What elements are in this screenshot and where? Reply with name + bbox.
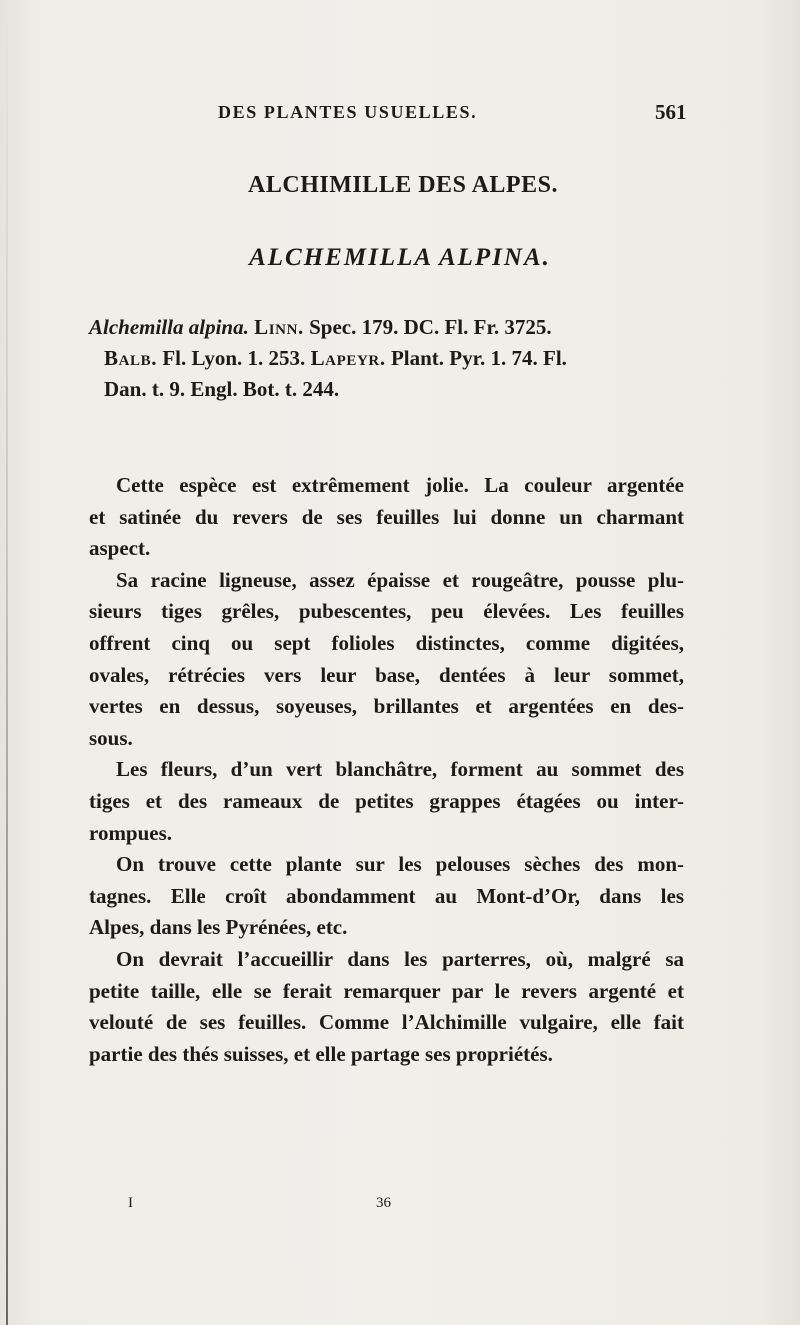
signature-number: 36 <box>376 1195 391 1211</box>
synonym-italic-name: Alchemilla alpina. <box>89 315 249 339</box>
text-line: Cette espèce est extrêmement jolie. La couleur argentée <box>116 473 684 497</box>
synonymy-line <box>89 343 684 374</box>
text-line: offrent cinq ou sept folioles distinctes, comme digitées, <box>89 630 684 655</box>
body-text <box>89 470 684 1070</box>
text-line: velouté de ses feuilles. Comme l’Alchimille vulgaire, elle fait <box>89 1010 684 1035</box>
text-line: tagnes. Elle croît abondamment au Mont-d’Or, dans les <box>89 883 684 908</box>
paragraph-3 <box>89 754 684 849</box>
paragraph-5 <box>89 944 684 1070</box>
latin-name: ALCHEMILLA ALPINA. <box>249 244 551 271</box>
signature-mark: I <box>128 1195 133 1211</box>
text-line: Les fleurs, d’un vert blanchâtre, forment au sommet des <box>116 757 684 782</box>
page-number: 561 <box>655 100 687 124</box>
article-title: ALCHIMILLE DES ALPES. <box>248 172 558 198</box>
text-line: sieurs tiges grêles, pubescentes, peu élevées. Les feuilles <box>89 599 684 624</box>
text-line: On devrait l’accueillir dans les parterres, où, malgré sa <box>116 946 684 971</box>
text-line: Sa racine ligneuse, assez épaisse et rougeâtre, pousse plu- <box>116 567 684 592</box>
text-line: ovales, rétrécies vers leur base, dentées à leur sommet, <box>89 662 684 687</box>
author-balb: Balb. <box>104 346 158 370</box>
synonymy-reference: Plant. Pyr. 1. 74. Fl. <box>390 346 567 370</box>
synonymy-line <box>89 312 684 343</box>
running-title: DES PLANTES USUELLES. <box>218 102 478 122</box>
page-footer <box>0 1195 800 1219</box>
text-line: Alpes, dans les Pyrénées, etc. <box>89 915 348 940</box>
author-lapeyr: Lapeyr. <box>310 346 386 370</box>
paragraph-1 <box>89 470 684 565</box>
paragraph-4 <box>89 849 684 944</box>
paragraph-2 <box>89 565 684 755</box>
text-line: rompues. <box>89 820 173 845</box>
synonymy-block <box>89 312 684 405</box>
synonymy-line: Dan. t. 9. Engl. Bot. t. 244. <box>104 377 340 401</box>
text-line: aspect. <box>89 536 151 561</box>
text-line: On trouve cette plante sur les pelouses sèches des mon- <box>116 852 684 877</box>
text-line: et satinée du revers de ses feuilles lui donne un charmant <box>89 504 684 529</box>
text-line: vertes en dessus, soyeuses, brillantes et argentées en des- <box>89 694 684 719</box>
synonymy-reference: Spec. 179. DC. Fl. Fr. 3725. <box>309 315 552 339</box>
running-head <box>0 102 800 132</box>
text-line: petite taille, elle se ferait remarquer par le revers argenté et <box>89 978 684 1003</box>
text-line: partie des thés suisses, et elle partage ses propriétés. <box>89 1041 553 1066</box>
synonymy-reference: Fl. Lyon. 1. 253. <box>162 346 306 370</box>
text-line: sous. <box>89 725 133 750</box>
author-linn: Linn. <box>254 315 304 339</box>
text-line: tiges et des rameaux de petites grappes étagées ou inter- <box>89 788 684 813</box>
